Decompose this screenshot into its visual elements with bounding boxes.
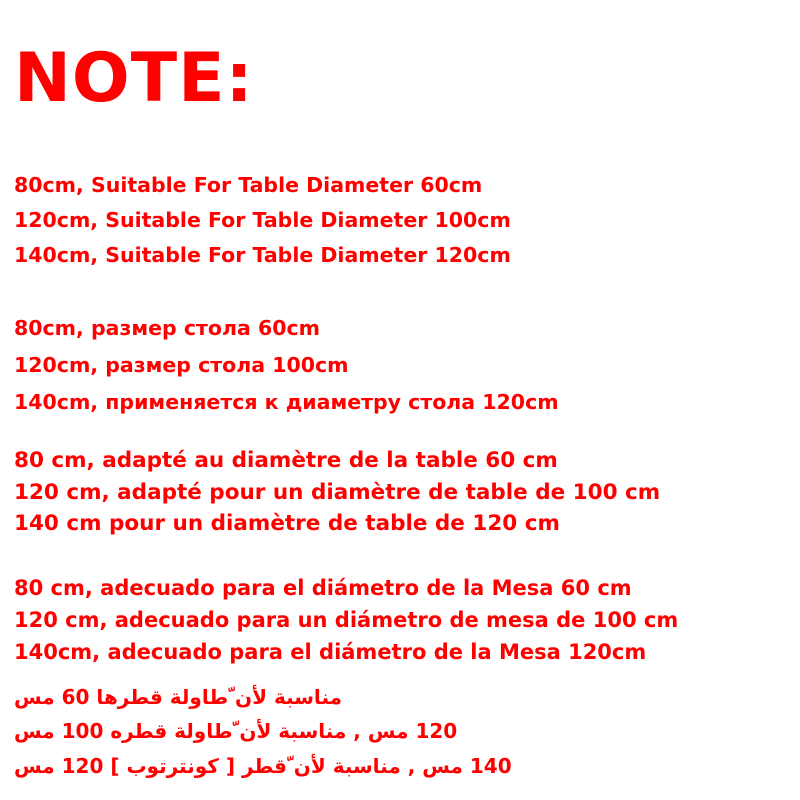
spanish-line-1: 80 cm, adecuado para el diámetro de la Mesa 60 cm: [14, 576, 632, 600]
french-line-2: 120 cm, adapté pour un diamètre de table de 100 cm: [14, 480, 661, 505]
spanish-line-3: 140cm, adecuado para el diámetro de la Mesa 120cm: [14, 640, 647, 664]
russian-line-3: 140cm, применяется к диаметру стола 120cm: [14, 390, 559, 414]
arabic-line-2: 120 مس , مناسبة لأن ّطاولة قطره 100 مس: [14, 719, 458, 743]
arabic-line-3: 140 مس , مناسبة لأن ّقطر [ كونترتوب ] 120 مس: [14, 754, 512, 778]
spanish-line-2: 120 cm, adecuado para un diámetro de mesa de 100 cm: [14, 608, 679, 632]
english-line-1: 80cm, Suitable For Table Diameter 60cm: [14, 173, 483, 197]
english-line-3: 140cm, Suitable For Table Diameter 120cm: [14, 243, 511, 267]
english-line-2: 120cm, Suitable For Table Diameter 100cm: [14, 208, 511, 232]
french-line-1: 80 cm, adapté au diamètre de la table 60 cm: [14, 448, 558, 473]
arabic-line-1: مناسبة لأن ّطاولة قطرها 60 مس: [14, 685, 342, 709]
note-title: NOTE:: [14, 39, 254, 118]
russian-line-1: 80cm, размер стола 60cm: [14, 316, 320, 340]
russian-line-2: 120cm, размер стола 100cm: [14, 353, 349, 377]
french-line-3: 140 cm pour un diamètre de table de 120 cm: [14, 511, 560, 536]
